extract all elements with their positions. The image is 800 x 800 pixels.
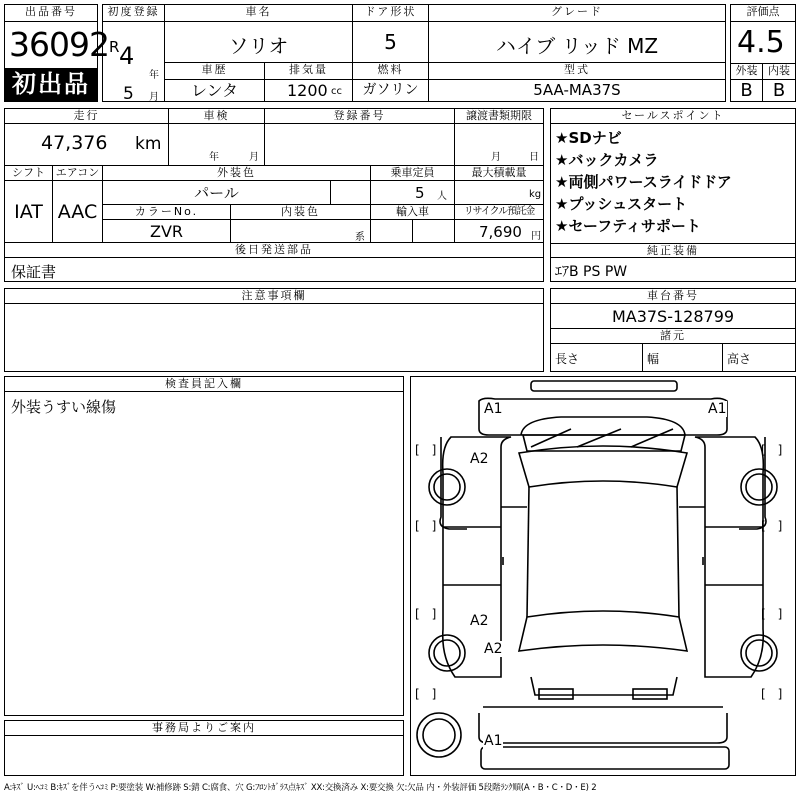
- diagram-bracket: [ ]: [415, 687, 437, 701]
- fuel-cell: [353, 80, 429, 101]
- capacity-label: 乗車定員: [371, 166, 455, 181]
- transfer-label: 譲渡書類期限: [455, 109, 543, 124]
- damage-mark: A2: [484, 641, 503, 657]
- reg-no-cell: [265, 124, 455, 166]
- equip-label: 純正装備: [551, 243, 795, 258]
- length-cell: [551, 344, 643, 371]
- first-listing-badge: 初出品: [5, 68, 97, 101]
- import-cell-a: [371, 220, 413, 243]
- width-cell: [643, 344, 723, 371]
- grade: ハイブ リッド MZ: [495, 34, 659, 58]
- doors-cell: [353, 22, 429, 63]
- car-damage-diagram: [410, 376, 796, 776]
- recycle-cell: [455, 220, 543, 243]
- later-parts-label: 後日発送部品: [5, 243, 543, 258]
- shift-label: シフト: [5, 166, 53, 181]
- damage-mark: A1: [484, 733, 503, 749]
- int-grade-label: 内装: [763, 63, 795, 80]
- legend: A:ｷｽﾞ U:ﾍｺﾐ B:ｷｽﾞを伴うﾍｺﾐ P:要塗装 W:補修跡 S:錆 C:腐食、穴 G:ﾌﾛﾝﾄｶﾞﾗｽ点ｷｽﾞ XX:交換済み X:要交換 欠:欠品 内・外装評価 5段階ﾗﾝｸ順(A・B・C・D・E) 2: [4, 783, 597, 793]
- car-name: ソリオ: [228, 34, 289, 58]
- ac-label: エアコン: [53, 166, 103, 181]
- displacement: 1200: [287, 81, 328, 100]
- lot-number: 36092: [9, 25, 109, 64]
- damage-mark: A2: [470, 451, 489, 467]
- damage-mark: A1: [484, 401, 503, 417]
- era: R: [109, 38, 120, 56]
- lot-block: [4, 4, 109, 102]
- inspector-block: [4, 376, 404, 716]
- height-label: 高さ: [727, 352, 752, 366]
- damage-mark: A2: [470, 613, 489, 629]
- import-cell-b: [413, 220, 455, 243]
- displacement-unit: cc: [331, 86, 342, 97]
- mileage: 47,376: [41, 132, 108, 154]
- ext-color-label: 外装色: [103, 166, 371, 181]
- max-load-cell: [455, 181, 543, 205]
- sales-point-list: [555, 127, 732, 237]
- int-color-unit: 系: [355, 232, 365, 243]
- ext-color: パール: [194, 184, 239, 202]
- sales-point: ★SDナビ: [555, 129, 622, 147]
- history-cell: [165, 80, 265, 101]
- int-grade: B: [772, 80, 786, 101]
- year-unit: 年: [149, 70, 159, 81]
- equip: ｴｱB PS PW: [555, 264, 628, 280]
- info-table: [4, 108, 544, 282]
- header-section: [4, 4, 796, 102]
- first-reg-label: 初度登録: [103, 5, 165, 22]
- fuel: ガソリン: [362, 82, 419, 98]
- mileage-label: 走行: [5, 109, 169, 124]
- shift: IAT: [5, 181, 53, 243]
- month-unit: 月: [149, 92, 159, 101]
- diagram-bracket: [ ]: [415, 443, 437, 457]
- score-label: 評価点: [731, 5, 795, 22]
- header-table: [102, 4, 726, 102]
- capacity-unit: 人: [437, 191, 447, 202]
- max-load-unit: kg: [529, 189, 542, 200]
- sales-point: ★バックカメラ: [555, 151, 659, 169]
- ext-color-cell: [103, 181, 331, 205]
- car-outline-drawing: [411, 377, 795, 775]
- sales-point: ★セーフティサポート: [555, 217, 701, 235]
- first-reg-cell: [103, 22, 165, 101]
- inspector-label: 検査員記入欄: [5, 377, 403, 392]
- month: 5: [123, 84, 134, 101]
- sales-point: ★両側パワースライドドア: [555, 173, 732, 191]
- inspector-text: 外装うすい線傷: [11, 398, 117, 416]
- year: 4: [119, 42, 135, 70]
- reg-no-label: 登録番号: [265, 109, 455, 124]
- notes-label: 注意事項欄: [5, 289, 543, 304]
- model-label: 型式: [429, 63, 725, 80]
- color-no-label: カラーNo.: [103, 205, 231, 220]
- history-label: 車歴: [165, 63, 265, 80]
- diagram-bracket: [ ]: [415, 519, 437, 533]
- doors: 5: [384, 30, 397, 54]
- inspection-label: 車検: [169, 109, 265, 124]
- color-no-cell: [103, 220, 231, 243]
- max-load-label: 最大積載量: [455, 166, 543, 181]
- capacity: 5: [415, 184, 425, 202]
- diagram-bracket: [ ]: [761, 687, 783, 701]
- recycle-unit: 円: [531, 231, 541, 242]
- ac: AAC: [53, 181, 103, 243]
- length-label: 長さ: [555, 352, 580, 366]
- capacity-cell: [371, 181, 455, 205]
- diagram-bracket: [ ]: [415, 607, 437, 621]
- ext-color-extra-cell: [331, 181, 371, 205]
- chassis-cell: [551, 304, 795, 329]
- mileage-unit: km: [135, 134, 162, 154]
- inspection-month-unit: 月: [249, 152, 259, 163]
- inspection-cell: [169, 124, 265, 166]
- displacement-label: 排気量: [265, 63, 353, 80]
- sales-block: [550, 108, 796, 282]
- diagram-bracket: [ ]: [761, 443, 783, 457]
- transfer-month-unit: 月: [491, 152, 501, 163]
- car-name-cell: [165, 22, 353, 63]
- score-block: [730, 4, 796, 102]
- history: レンタ: [191, 81, 238, 100]
- chassis-number: MA37S-128799: [611, 307, 735, 326]
- chassis-label: 車台番号: [551, 289, 795, 304]
- int-color-cell: [231, 220, 371, 243]
- ext-grade: B: [731, 80, 763, 101]
- model-cell: [429, 80, 725, 101]
- door-label: ドア形状: [353, 5, 429, 22]
- recycle-label: リサイクル預託金: [455, 205, 543, 220]
- transfer-day-unit: 日: [529, 152, 539, 163]
- notes-block: [4, 288, 544, 372]
- grade-cell: [429, 22, 725, 63]
- width-label: 幅: [647, 352, 660, 366]
- mileage-cell: [5, 124, 169, 166]
- inspection-year-unit: 年: [209, 152, 219, 163]
- grade-label: グレード: [429, 5, 725, 22]
- equip-cell: [551, 258, 795, 281]
- score: 4.5: [737, 25, 785, 60]
- lot-label: 出品番号: [5, 5, 97, 22]
- dims-label: 諸元: [551, 329, 795, 344]
- model: 5AA-MA37S: [533, 81, 621, 99]
- diagram-bracket: [ ]: [761, 607, 783, 621]
- ext-grade-label: 外装: [731, 63, 763, 80]
- color-no: ZVR: [149, 222, 184, 241]
- transfer-cell: [455, 124, 543, 166]
- displacement-cell: [265, 80, 353, 101]
- later-parts-cell: [5, 258, 543, 281]
- height-cell: [723, 344, 795, 371]
- sales-label: セールスポイント: [551, 109, 795, 124]
- later-parts: 保証書: [11, 263, 57, 281]
- damage-mark: A1: [708, 401, 727, 417]
- int-color-label: 内装色: [231, 205, 371, 220]
- import-label: 輸入車: [371, 205, 455, 220]
- office-label: 事務局よりご案内: [5, 721, 403, 736]
- car-name-label: 車名: [165, 5, 353, 22]
- diagram-bracket: [ ]: [761, 519, 783, 533]
- fuel-label: 燃料: [353, 63, 429, 80]
- chassis-block: [550, 288, 796, 372]
- recycle: 7,690: [479, 223, 522, 241]
- sales-point: ★プッシュスタート: [555, 195, 688, 213]
- office-block: [4, 720, 404, 776]
